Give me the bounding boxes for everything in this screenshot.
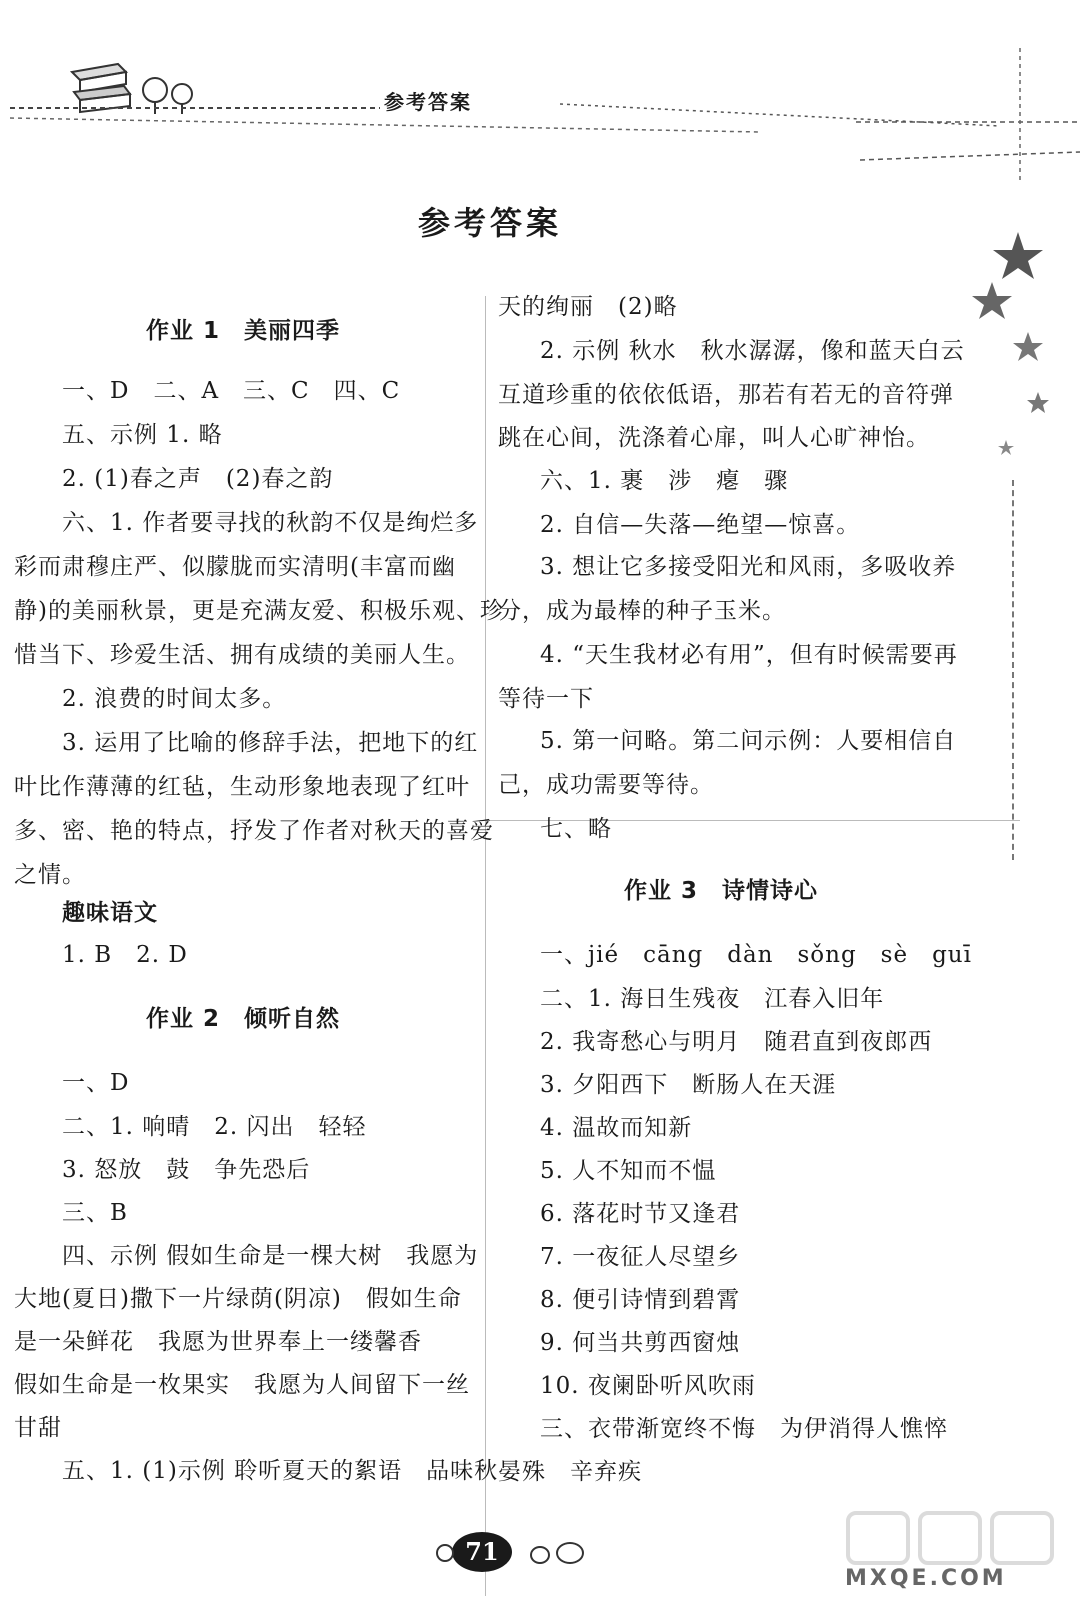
answer-line: 3. 运用了比喻的修辞手法，把地下的红 [62,730,479,756]
section-title: 作业 3 诗情诗心 [624,878,819,904]
answer-line: 一、D 二、A 三、C 四、C [62,378,401,404]
answer-line: 惜当下、珍爱生活、拥有成绩的美丽人生。 [14,642,470,668]
answer-line: 静)的美丽秋景，更是充满友爱、积极乐观、珍 [14,598,504,624]
header-decoration [0,0,1086,180]
answer-line: 3. 想让它多接受阳光和风雨，多吸收养 [540,554,957,580]
answer-line: 之情。 [14,862,86,888]
star-icon [972,282,1012,319]
answer-line: 2. 我寄愁心与明月 随君直到夜郎西 [540,1029,933,1055]
answer-line: 三、B [62,1200,128,1226]
page-title: 参考答案 [418,204,563,242]
answer-line: 叶比作薄薄的红毡，生动形象地表现了红叶 [14,774,470,800]
answer-line: 2. (1)春之声 (2)春之韵 [62,466,334,492]
answer-line: 8. 便引诗情到碧霄 [540,1287,741,1313]
ring-icon [556,1542,584,1564]
header-title: 参考答案 [384,90,472,114]
answer-line: 晏殊 辛弃疾 [498,1459,642,1485]
answer-line: 5. 人不知而不愠 [540,1158,717,1184]
answer-line: 一、jié cāng dàn sǒng sè guī [540,942,972,968]
books-icon [72,64,130,112]
answer-line: 互道珍重的依依低语，那若有若无的音符弹 [498,382,954,408]
answer-line: 彩而肃穆庄严、似朦胧而实清明(丰富而幽 [14,554,456,580]
answer-line: 五、示例 1. 略 [62,422,223,448]
watermark-text: MXQE.COM [845,1566,1007,1591]
answer-line: 10. 夜阑卧听风吹雨 [540,1373,756,1399]
answer-line: 1. B 2. D [62,942,188,968]
star-icon [998,440,1014,455]
answer-line: 分，成为最棒的种子玉米。 [498,598,786,624]
answer-line: 7. 一夜征人尽望乡 [540,1244,741,1270]
answer-line: 多、密、艳的特点，抒发了作者对秋天的喜爱 [14,818,494,844]
answer-line: 2. 自信—失落—绝望—惊喜。 [540,512,861,538]
answer-line: 二、1. 海日生残夜 江春入旧年 [540,986,885,1012]
star-icon [1027,392,1049,413]
subsection-title: 趣味语文 [62,899,158,926]
answer-line: 一、D [62,1070,130,1096]
answer-line: 五、1. (1)示例 聆听夏天的絮语 品味秋 [62,1458,499,1484]
section-title: 作业 1 美丽四季 [146,318,341,344]
answer-line: 是一朵鲜花 我愿为世界奉上一缕馨香 [14,1329,422,1355]
answer-line: 5. 第一问略。第二问示例：人要相信自 [540,728,957,754]
answer-line: 9. 何当共剪西窗烛 [540,1330,741,1356]
answer-line: 六、1. 作者要寻找的秋韵不仅是绚烂多 [62,510,479,536]
right-margin-rule [1012,480,1014,860]
answer-line: 6. 落花时节又逢君 [540,1201,741,1227]
answer-line: 2. 示例 秋水 秋水潺潺，像和蓝天白云 [540,338,965,364]
answer-line: 4. “天生我材必有用”，但有时候需要再 [540,642,958,668]
answer-line: 等待一下 [498,686,594,712]
answer-line: 己，成功需要等待。 [498,772,714,798]
answer-line: 七、略 [540,816,612,842]
answer-line: 4. 温故而知新 [540,1115,693,1141]
stars-decoration [950,220,1070,480]
answer-line: 跳在心间，洗涤着心扉，叫人心旷神怡。 [498,425,930,451]
answer-line: 假如生命是一枚果实 我愿为人间留下一丝 [14,1372,470,1398]
answer-line: 六、1. 裹 涉 瘪 骤 [540,468,789,494]
answer-line: 二、1. 响晴 2. 闪出 轻轻 [62,1114,367,1140]
answer-line: 天的绚丽 (2)略 [498,294,678,320]
ring-icon [436,1544,454,1562]
answer-line: 三、衣带渐宽终不悔 为伊消得人憔悴 [540,1416,948,1442]
answer-line: 3. 夕阳西下 断肠人在天涯 [540,1072,837,1098]
answer-line: 甘甜 [14,1415,62,1441]
answer-line: 3. 怒放 鼓 争先恐后 [62,1157,311,1183]
star-icon [1013,332,1043,361]
star-icon [993,232,1043,279]
column-divider [485,296,486,1596]
ring-icon [530,1546,550,1564]
answer-line: 2. 浪费的时间太多。 [62,686,287,712]
page-number: 71 [452,1532,512,1572]
answer-line: 四、示例 假如生命是一棵大树 我愿为 [62,1243,479,1269]
section-title: 作业 2 倾听自然 [146,1006,341,1032]
answer-line: 大地(夏日)撒下一片绿荫(阴凉) 假如生命 [14,1286,462,1312]
